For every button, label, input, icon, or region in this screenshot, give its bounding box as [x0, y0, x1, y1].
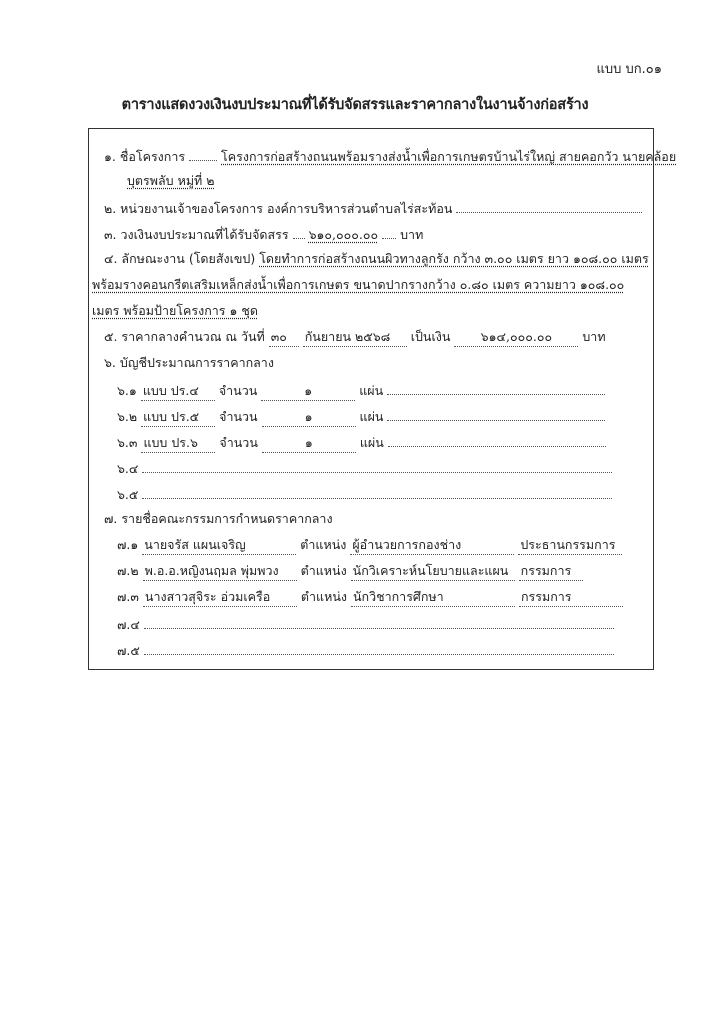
document-title: ตารางแสดงวงเงินงบประมาณที่ได้รับจัดสรรและราคากลางในงานจ้างก่อสร้าง [121, 97, 589, 113]
median-price-amount: ๖๑๔,๐๐๐.๐๐ [454, 328, 578, 347]
committee-member-row: ๗.๑ นายจรัส แผนเจริญ ตำแหน่ง ผู้อำนวยการกองช่าง ประธานกรรมการ [117, 536, 622, 555]
median-price-amount-label: เป็นเงิน [410, 329, 451, 344]
price-accounts-heading: ๖. บัญชีประมาณการราคากลาง [104, 355, 274, 370]
project-label: ๑. ชื่อโครงการ [104, 149, 186, 164]
median-price-row [104, 328, 606, 347]
agency-label: ๒. หน่วยงานเจ้าของโครงการ [104, 201, 263, 216]
price-account-row: ๖.๑ แบบ ปร.๔ จำนวน ๑ แผ่น [117, 380, 605, 401]
project-row [104, 146, 676, 166]
description-row [104, 250, 649, 268]
median-price-month-year: กันยายน ๒๕๖๘ [303, 328, 407, 347]
median-price-day: ๓๐ [269, 328, 299, 347]
committee-member-row: ๗.๕ [117, 640, 614, 660]
median-price-unit: บาท [582, 329, 606, 344]
budget-unit: บาท [400, 227, 424, 242]
budget-row [104, 224, 423, 244]
project-row-2 [127, 172, 215, 190]
committee-heading: ๗. รายชื่อคณะกรรมการกำหนดราคากลาง [104, 511, 333, 526]
price-account-row: ๖.๔ [117, 458, 612, 478]
description-line3: เมตร พร้อมป้ายโครงการ ๑ ชุด [92, 303, 258, 318]
price-account-row: ๖.๓ แบบ ปร.๖ จำนวน ๑ แผ่น [117, 432, 606, 453]
description-row-2 [92, 276, 624, 294]
description-line2: พร้อมรางคอนกรีตเสริมเหล็กส่งน้ำเพื่อการเกษตร ขนาดปากรางกว้าง ๐.๘๐ เมตร ความยาว ๑๐๘.๐๐ [92, 277, 625, 292]
committee-member-row: ๗.๓ นางสาวสุจิระ อ่วมเครือ ตำแหน่ง นักวิชาการศึกษา กรรมการ [117, 588, 623, 607]
project-name-line2: บุตรพลับ หมู่ที่ ๒ [127, 173, 215, 188]
agency-row [104, 198, 642, 218]
description-row-3 [92, 302, 258, 320]
budget-value: ๖๑๐,๐๐๐.๐๐ [308, 227, 379, 242]
budget-label: ๓. วงเงินงบประมาณที่ได้รับจัดสรร [104, 227, 289, 242]
project-name-line1: โครงการก่อสร้างถนนพร้อมรางส่งน้ำเพื่อการเกษตรบ้านไร่ใหญ่ สายคอกวัว นายคล้อย [221, 149, 677, 164]
description-label: ๔. ลักษณะงาน (โดยสังเขป) [104, 251, 256, 266]
median-price-label: ๕. ราคากลางคำนวณ ณ วันที่ [104, 329, 265, 344]
price-account-row: ๖.๒ แบบ ปร.๕ จำนวน ๑ แผ่น [117, 406, 605, 427]
committee-member-row: ๗.๒ พ.อ.อ.หญิงนฤมล พุ่มพวง ตำแหน่ง นักวิเคราะห์นโยบายและแผน กรรมการ [117, 562, 583, 581]
form-code: แบบ บก.๐๑ [596, 62, 662, 77]
price-account-row: ๖.๕ [117, 484, 612, 504]
description-line1: โดยทำการก่อสร้างถนนผิวทางลูกรัง กว้าง ๓.๐๐ เมตร ยาว ๑๐๘.๐๐ เมตร [259, 251, 649, 266]
committee-member-row: ๗.๔ [117, 614, 614, 634]
agency-value: องค์การบริหารส่วนตำบลไร่สะท้อน [266, 201, 453, 216]
